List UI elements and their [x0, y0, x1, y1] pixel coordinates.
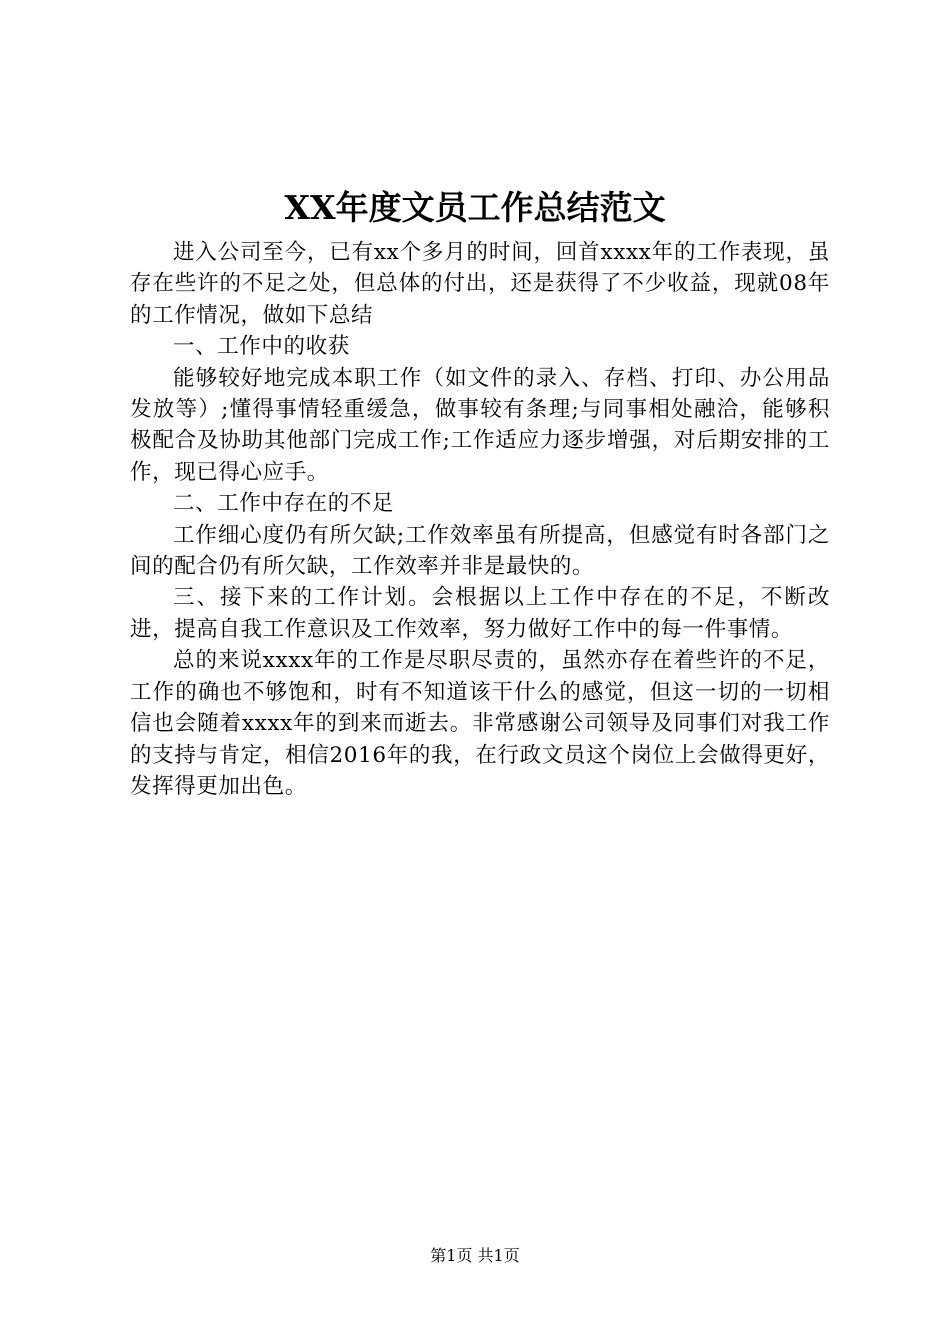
paragraph-gains: 能够较好地完成本职工作（如文件的录入、存档、打印、办公用品发放等）;懂得事情轻重缓急，做事较有条理;与同事相处融洽，能够积极配合及协助其他部门完成工作;工作适应力逐步增强，对后期安排的工作，现已得心应手。	[130, 365, 830, 485]
page-number-footer: 第1页 共1页	[430, 1246, 520, 1265]
section-heading-gains: 一、工作中的收获	[173, 334, 350, 360]
paragraph-intro: 进入公司至今，已有xx个多月的时间，回首xxxx年的工作表现，虽存在些许的不足之处，但总体的付出，还是获得了不少收益，现就08年的工作情况，做如下总结	[130, 240, 830, 328]
paragraph-plan: 三、接下来的工作计划。会根据以上工作中存在的不足，不断改进，提高自我工作意识及工作效率，努力做好工作中的每一件事情。	[130, 585, 830, 642]
paragraph-conclusion: 总的来说xxxx年的工作是尽职尽责的，虽然亦存在着些许的不足，工作的确也不够饱和，时有不知道该干什么的感觉，但这一切的一切相信也会随着xxxx年的到来而逝去。非常感谢公司领导及同事们对我工作的支持与肯定，相信2016年的我，在行政文员这个岗位上会做得更好，发挥得更加出色。	[130, 648, 830, 799]
paragraph-shortcomings: 工作细心度仍有所欠缺;工作效率虽有所提高，但感觉有时各部门之间的配合仍有所欠缺，工作效率并非是最快的。	[130, 522, 830, 580]
section-heading-shortcomings: 二、工作中存在的不足	[173, 491, 395, 517]
document-title: XX年度文员工作总结范文	[284, 188, 666, 227]
document-body	[130, 237, 830, 802]
